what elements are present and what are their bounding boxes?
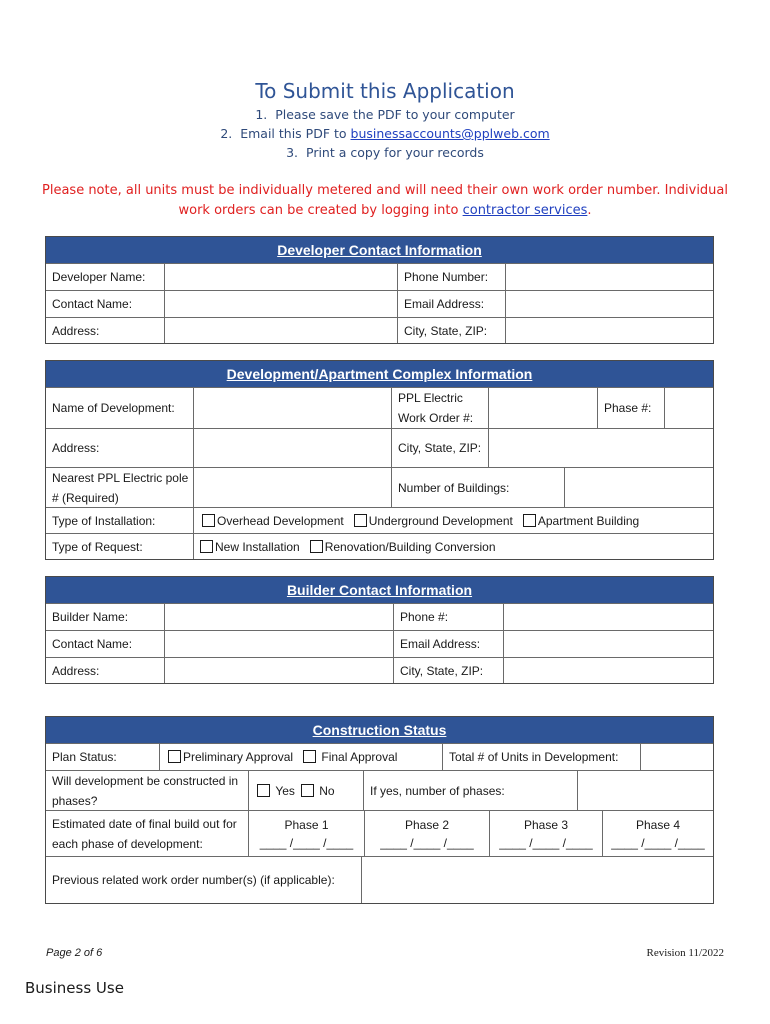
instruction-step-1 [0,107,770,122]
final-build-out-text: Estimated date of final build out for each phase of development: [52,816,237,851]
section-heading: Construction Status [46,717,713,743]
phase-1-date[interactable] [248,810,364,856]
phone-number-label: Phone Number: [397,263,505,290]
total-units-label: Total # of Units in Development: [442,743,640,770]
installation-type-options [193,507,713,533]
developer-section [45,236,714,344]
phase-date: ____ /____ /____ [259,835,354,850]
work-order-label [391,387,488,428]
new-installation-checkbox[interactable] [200,540,213,553]
overhead-checkbox[interactable] [202,514,215,527]
builder-address-label: Address: [46,657,164,683]
phase-label: Phase #: [597,387,664,428]
request-type-label: Type of Request: [46,533,193,559]
phase-label: Phase 2 [404,817,450,832]
final-approval-option[interactable] [303,750,397,764]
pole-number-label [46,467,193,507]
city-label-text: City, State, ZIP: [398,441,482,455]
email-address-field[interactable] [505,290,713,317]
note-text: Please note, all units must be individually metered and will need their own work order number. Individual work orders can be created by logging into [42,183,728,218]
option-label: Renovation/Building Conversion [324,539,496,554]
step-number: 2. [220,126,233,141]
request-type-options [193,533,713,559]
total-units-field[interactable] [640,743,713,770]
work-order-field[interactable] [488,387,597,428]
yes-checkbox[interactable] [257,784,270,797]
builder-name-field[interactable] [164,603,393,630]
number-of-buildings-field[interactable] [564,467,713,507]
pole-number-field[interactable] [193,467,391,507]
phases-question-label [46,770,248,810]
phase-field[interactable] [664,387,713,428]
option-label: No [319,783,335,798]
option-label: Yes [275,783,295,798]
option-label: Preliminary Approval [183,750,294,764]
contact-name-field[interactable] [164,290,397,317]
step-text: Print a copy for your records [306,145,484,160]
option-label: Underground Development [368,513,513,528]
address-field[interactable] [164,317,397,343]
underground-checkbox[interactable] [354,514,367,527]
renovation-option[interactable] [310,540,496,554]
number-of-phases-field[interactable] [577,770,713,810]
city-state-zip-field[interactable] [505,317,713,343]
apartment-checkbox[interactable] [523,514,536,527]
phase-3-date[interactable] [489,810,602,856]
phase-label: Phase 1 [284,817,329,832]
email-address-label: Email Address: [397,290,505,317]
yes-option[interactable] [257,784,295,798]
development-section [45,360,714,560]
builder-address-field[interactable] [164,657,393,683]
address-label: Address: [46,317,164,343]
builder-city-label: City, State, ZIP: [393,657,503,683]
plan-status-label: Plan Status: [46,743,159,770]
option-label: Apartment Building [537,513,640,528]
email-link[interactable]: businessaccounts@pplweb.com [350,126,550,141]
city-state-zip-label: City, State, ZIP: [397,317,505,343]
classification-label: Business Use [25,979,124,997]
previous-work-order-label: Previous related work order number(s) (if applicable): [46,856,361,903]
phase-date: ____ /____ /____ [499,835,593,850]
developer-name-label: Developer Name: [46,263,164,290]
section-heading: Developer Contact Information [46,237,713,263]
development-address-field[interactable] [193,428,391,467]
contact-name-label: Contact Name: [46,290,164,317]
builder-section [45,576,714,684]
instruction-step-3 [0,145,770,160]
section-heading: Development/Apartment Complex Information [46,361,713,387]
builder-name-label: Builder Name: [46,603,164,630]
instruction-step-2 [0,126,770,141]
contractor-services-link[interactable]: contractor services [462,203,588,218]
final-build-out-label [46,810,248,856]
note-end: . [587,203,592,218]
builder-contact-field[interactable] [164,630,393,657]
development-name-label: Name of Development: [46,387,193,428]
phase-date: ____ /____ /____ [380,835,474,850]
plan-status-options [159,743,442,770]
phase-label: Phase 4 [635,817,681,832]
number-of-phases-label: If yes, number of phases: [363,770,577,810]
developer-name-field[interactable] [164,263,397,290]
overhead-option[interactable] [202,514,344,528]
phases-yes-no [248,770,363,810]
no-checkbox[interactable] [301,784,314,797]
number-of-buildings-label: Number of Buildings: [391,467,564,507]
phase-label: Phase 3 [523,817,569,832]
phone-number-field[interactable] [505,263,713,290]
phases-question-text: Will development be constructed in phases? [52,773,239,808]
phase-4-date[interactable] [602,810,713,856]
step-number: 3. [286,145,299,160]
option-label: New Installation [215,539,300,554]
development-address-label: Address: [46,428,193,467]
phase-date: ____ /____ /____ [611,835,705,850]
new-installation-option[interactable] [200,540,300,554]
pole-label-text: Nearest PPL Electric pole # (Required) [52,470,189,505]
builder-city-field[interactable] [503,657,713,683]
section-heading: Builder Contact Information [46,577,713,603]
revision-date: Revision 11/2022 [646,947,724,959]
page-title: To Submit this Application [255,79,515,103]
step-number: 1. [255,107,268,122]
no-option[interactable] [301,784,335,798]
preliminary-approval-checkbox[interactable] [168,750,181,763]
builder-email-label: Email Address: [393,630,503,657]
previous-work-order-field[interactable] [361,856,713,903]
apartment-option[interactable] [523,514,639,528]
option-label: Final Approval [321,750,398,764]
final-approval-checkbox[interactable] [303,750,316,763]
phase-2-date[interactable] [364,810,489,856]
step-text: Email this PDF to [240,126,351,141]
installation-type-label: Type of Installation: [46,507,193,533]
page-number: Page 2 of 6 [46,947,103,959]
development-city-label [391,428,488,467]
renovation-checkbox[interactable] [310,540,323,553]
work-order-label-text: PPL Electric Work Order #: [398,391,474,425]
step-text: Please save the PDF to your computer [275,107,515,122]
development-city-field[interactable] [488,428,713,467]
underground-option[interactable] [354,514,513,528]
builder-phone-field[interactable] [503,603,713,630]
builder-phone-label: Phone #: [393,603,503,630]
development-name-field[interactable] [193,387,391,428]
metering-note [40,181,730,221]
construction-section [45,716,714,904]
builder-email-field[interactable] [503,630,713,657]
option-label: Overhead Development [217,513,344,528]
preliminary-approval-option[interactable] [168,750,293,764]
builder-contact-label: Contact Name: [46,630,164,657]
